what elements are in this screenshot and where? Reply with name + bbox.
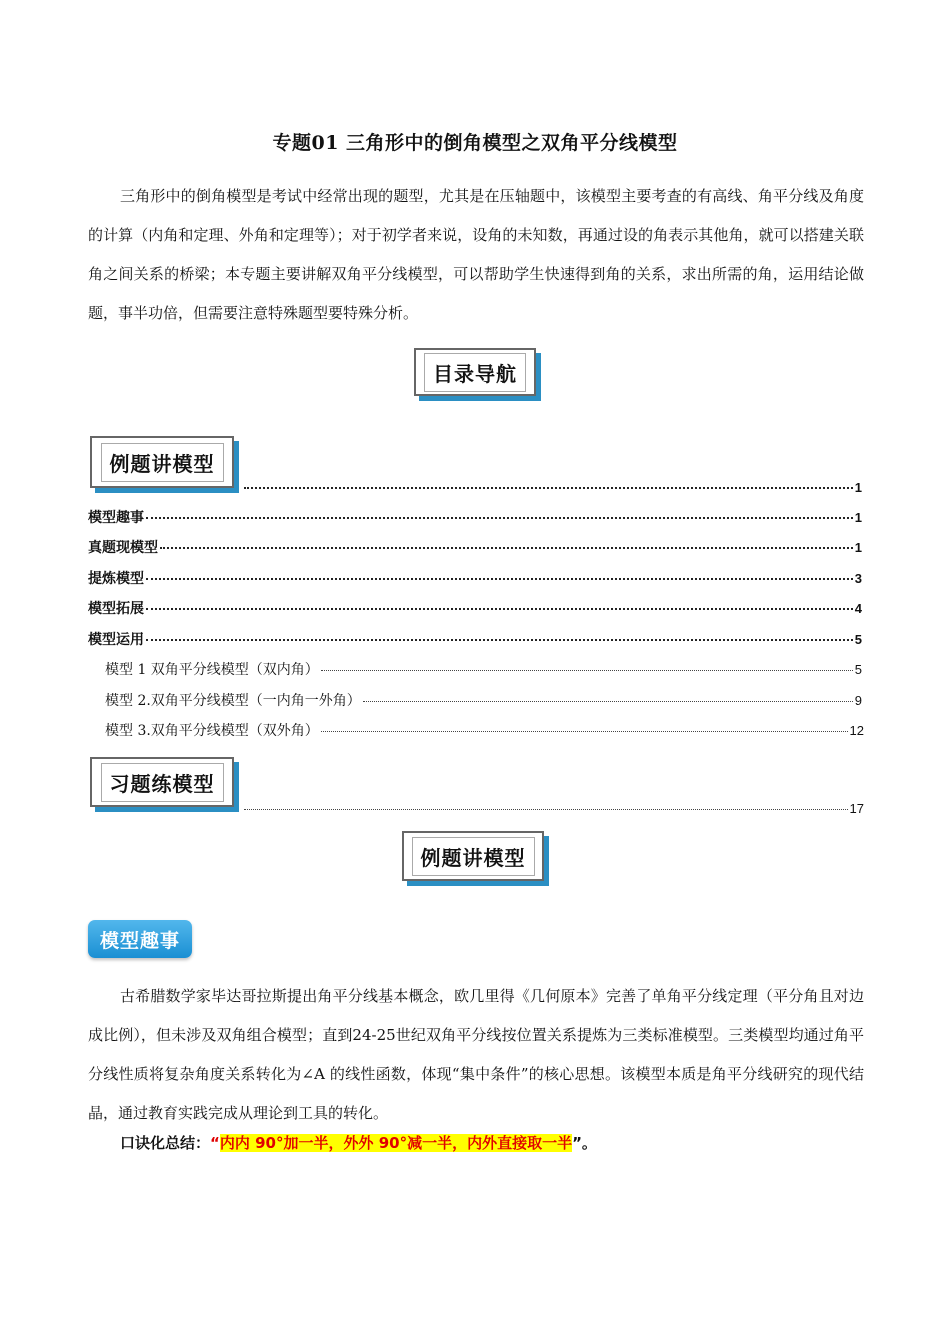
example-banner-label: 例题讲模型 (101, 443, 224, 482)
story-paragraph: 古希腊数学家毕达哥拉斯提出角平分线基本概念，欧几里得《几何原本》完善了单角平分线定理（平分角且对边成比例），但未涉及双角组合模型；直到24-25世纪双角平分线按位置关系提炼为三类标准模型。三类模型均通过角平分线性质将复杂角度关系转化为∠A 的线性函数，体现“集中条件”的核心思想。该模型本质是角平分线研究的现代结晶，通过教育实践完成从理论到工具的转化。 (88, 987, 864, 1122)
toc-page: 12 (849, 723, 864, 738)
toc-entry-real-exam[interactable] (88, 537, 862, 557)
toc-page: 17 (849, 801, 864, 816)
toc-entry-example[interactable] (242, 480, 862, 500)
toc-label: 提炼模型 (88, 571, 144, 587)
toc-entry-extend[interactable] (88, 598, 862, 618)
toc-page: 4 (854, 601, 862, 616)
toc-leader (363, 701, 853, 702)
toc-sub-entry-2[interactable] (105, 690, 862, 710)
toc-sub-entry-1[interactable] (105, 659, 862, 679)
toc-leader (321, 731, 848, 732)
toc-leader (146, 639, 853, 641)
toc-leader (244, 809, 848, 810)
toc-label: 模型趣事 (88, 510, 144, 526)
toc-sub-entry-3[interactable] (105, 720, 864, 740)
toc-entry-fun[interactable] (88, 507, 862, 527)
toc-page: 1 (854, 510, 862, 525)
toc-page: 3 (854, 571, 862, 586)
toc-label: 模型拓展 (88, 601, 144, 617)
intro-paragraph: 三角形中的倒角模型是考试中经常出现的题型，尤其是在压轴题中，该模型主要考查的有高线、角平分线及角度的计算（内角和定理、外角和定理等）；对于初学者来说，设角的未知数，再通过设的角表示其他角，就可以搭建关联角之间关系的桥梁；本专题主要讲解双角平分线模型，可以帮助学生快速得到角的关系，求出所需的角，运用结论做题，事半功倍，但需要注意特殊题型要特殊分析。 (88, 187, 864, 322)
example-section-banner (402, 831, 544, 881)
toc-page: 9 (854, 693, 862, 708)
toc-label: 真题现模型 (88, 540, 158, 556)
toc-entry-apply[interactable] (88, 629, 862, 649)
slogan-highlight: 内内 90°加一半，外外 90°减一半，内外直接取一半 (219, 1134, 573, 1152)
example-banner[interactable] (90, 436, 234, 488)
slogan-label: 口诀化总结： (120, 1134, 211, 1152)
toc-entry-exercise[interactable] (242, 801, 864, 821)
toc-page: 1 (854, 540, 862, 555)
toc-label: 模型 2.双角平分线模型（一内角一外角） (105, 693, 361, 709)
slogan (120, 1132, 597, 1153)
toc-leader (160, 547, 853, 549)
toc-leader (146, 517, 853, 519)
toc-page: 1 (854, 480, 862, 495)
exercise-banner-label: 习题练模型 (101, 763, 224, 802)
example-section-banner-label: 例题讲模型 (412, 837, 535, 876)
toc-leader (146, 608, 853, 610)
model-fun-tag: 模型趣事 (88, 920, 192, 958)
nav-banner-label: 目录导航 (424, 353, 526, 392)
page-title: 专题01 三角形中的倒角模型之双角平分线模型 (272, 132, 678, 154)
toc-page: 5 (854, 632, 862, 647)
slogan-close-quote: ”。 (572, 1134, 597, 1152)
nav-banner (414, 348, 536, 396)
toc-label: 模型运用 (88, 632, 144, 648)
toc-leader (244, 487, 853, 489)
toc-label: 模型 1 双角平分线模型（双内角） (105, 662, 319, 678)
toc-entry-refine[interactable] (88, 568, 862, 588)
toc-label: 模型 3.双角平分线模型（双外角） (105, 723, 319, 739)
toc-leader (146, 578, 853, 580)
toc-leader (321, 670, 853, 671)
slogan-open-quote: “ (210, 1134, 220, 1152)
toc-page: 5 (854, 662, 862, 677)
exercise-banner[interactable] (90, 757, 234, 807)
